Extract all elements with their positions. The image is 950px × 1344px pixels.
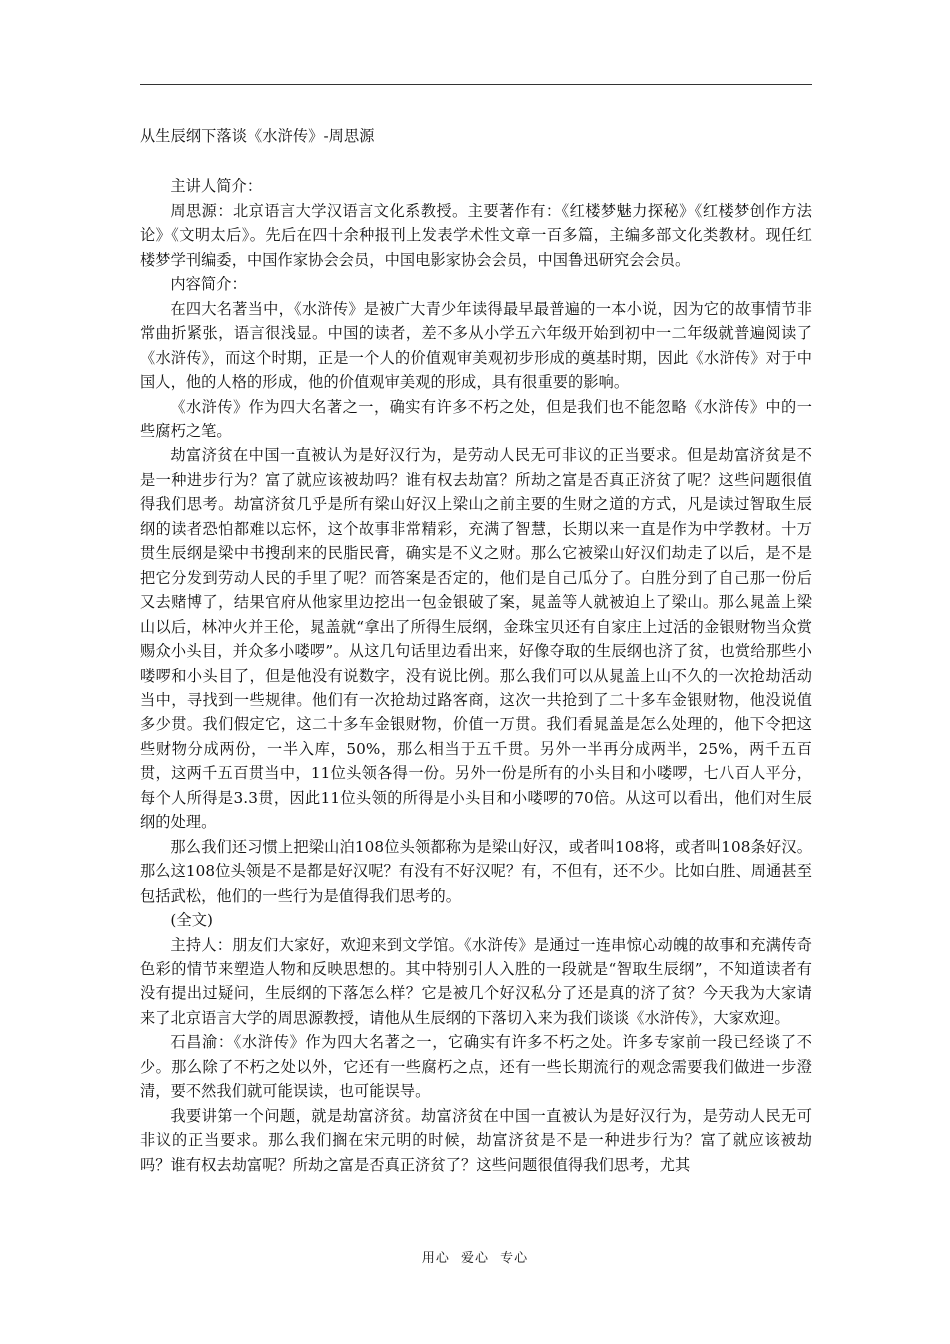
page-footer xyxy=(0,1247,950,1266)
body-paragraph: 那么我们还习惯上把梁山泊108位头领都称为是梁山好汉，或者叫108将，或者叫108条好汉。那么这108位头领是不是都是好汉呢？有没有不好汉呢？有，不但有，还不少。比如白胜、周通甚至包括武松，他们的一些行为是值得我们思考的。 xyxy=(140,837,812,905)
speaker-paragraph: 石昌渝：《水浒传》作为四大名著之一，它确实有许多不朽之处。许多专家前一段已经谈了不少。那么除了不朽之处以外，它还有一些腐朽之点，还有一些长期流行的观念需要我们做进一步澄清，要不然我们就可能误读，也可能误导。 xyxy=(140,1033,812,1101)
header-rule xyxy=(140,84,812,85)
speaker-intro-paragraph: 周思源：北京语言大学汉语言文化系教授。主要著作有：《红楼梦魅力探秘》《红楼梦创作方法论》《文明太后》。先后在四十余种报刊上发表学术性文章一百多篇，主编多部文化类教材。现任红楼梦学刊编委，中国作家协会会员，中国电影家协会会员，中国鲁迅研究会会员。 xyxy=(140,201,812,269)
body-paragraph: 在四大名著当中，《水浒传》是被广大青少年读得最早最普遍的一本小说，因为它的故事情节非常曲折紧张，语言很浅显。中国的读者，差不多从小学五六年级开始到初中一二年级就普遍阅读了《水浒传》，而这个时期，正是一个人的价值观审美观初步形成的奠基时期，因此《水浒传》对于中国人，他的人格的形成，他的价值观审美观的形成，具有很重要的影响。 xyxy=(140,299,812,392)
speaker-intro-heading: 主讲人简介： xyxy=(170,177,263,196)
content-intro-heading: 内容简介： xyxy=(170,275,247,294)
host-paragraph: 主持人：朋友们大家好，欢迎来到文学馆。《水浒传》是通过一连串惊心动魄的故事和充满传奇色彩的情节来塑造人物和反映思想的。其中特别引人入胜的一段就是“智取生辰纲”，不知道读者有没有提出过疑问，生辰纲的下落怎么样？它是被几个好汉私分了还是真的济了贫？今天我为大家请来了北京语言大学的周思源教授，请他从生辰纲的下落切入来为我们谈谈《水浒传》，大家欢迎。 xyxy=(140,935,812,1027)
body-paragraph: 我要讲第一个问题，就是劫富济贫。劫富济贫在中国一直被认为是好汉行为，是劳动人民无可非议的正当要求。那么我们搁在宋元明的时候，劫富济贫是不是一种进步行为？富了就应该被劫吗？谁有权去劫富呢？所劫之富是否真正济贫了？这些问题很值得我们思考，尤其 xyxy=(140,1106,812,1174)
document-body xyxy=(140,124,812,1177)
body-paragraph: 《水浒传》作为四大名著之一，确实有许多不朽之处，但是我们也不能忽略《水浒传》中的一些腐朽之笔。 xyxy=(140,397,812,440)
footer-word: 专心 xyxy=(500,1251,529,1266)
full-text-marker: (全文) xyxy=(170,911,214,930)
body-paragraph: 劫富济贫在中国一直被认为是好汉行为，是劳动人民无可非议的正当要求。但是劫富济贫是不是一种进步行为？富了就应该被劫吗？谁有权去劫富？所劫之富是否真正济贫了呢？这些问题很值得我们思考。劫富济贫几乎是所有梁山好汉上梁山之前主要的生财之道的方式，凡是读过智取生辰纲的读者恐怕都难以忘怀，这个故事非常精彩，充满了智慧，长期以来一直是作为中学教材。十万贯生辰纲是梁中书搜刮来的民脂民膏，确实是不义之财。那么它被梁山好汉们劫走了以后，是不是把它分发到劳动人民的手里了呢？而答案是否定的，他们是自己瓜分了。白胜分到了自己那一份后又去赌博了，结果官府从他家里边挖出一包金银破了案，晁盖等人就被迫上了梁山。那么晁盖上梁山以后，林冲火并王伦，晁盖就“拿出了所得生辰纲，金珠宝贝还有自家庄上过活的金银财物当众赏赐众小头目，并众多小喽啰”。从这几句话里边看出来，好像夺取的生辰纲也济了贫，也赏给那些小喽啰和小头目了，但是他没有说数字，没有说比例。那么我们可以从晁盖上山不久的一次抢劫活动当中，寻找到一些规律。他们有一次抢劫过路客商，这次一共抢到了二十多车金银财物，他没说值多少贯。我们假定它，这二十多车金银财物，价值一万贯。我们看晁盖是怎么处理的，他下令把这些财物分成两份，一半入库，50%，那么相当于五千贯。另外一半再分成两半，25%，两千五百贯，这两千五百贯当中，11位头领各得一份。另外一份是所有的小头目和小喽啰，七八百人平分，每个人所得是3.3贯，因此11位头领的所得是小头目和小喽啰的70倍。从这可以看出，他们对生辰纲的处理。 xyxy=(140,446,812,832)
footer-word: 爱心 xyxy=(460,1251,489,1266)
document-title: 从生辰纲下落谈《水浒传》-周思源 xyxy=(140,127,375,145)
footer-word: 用心 xyxy=(421,1251,450,1266)
